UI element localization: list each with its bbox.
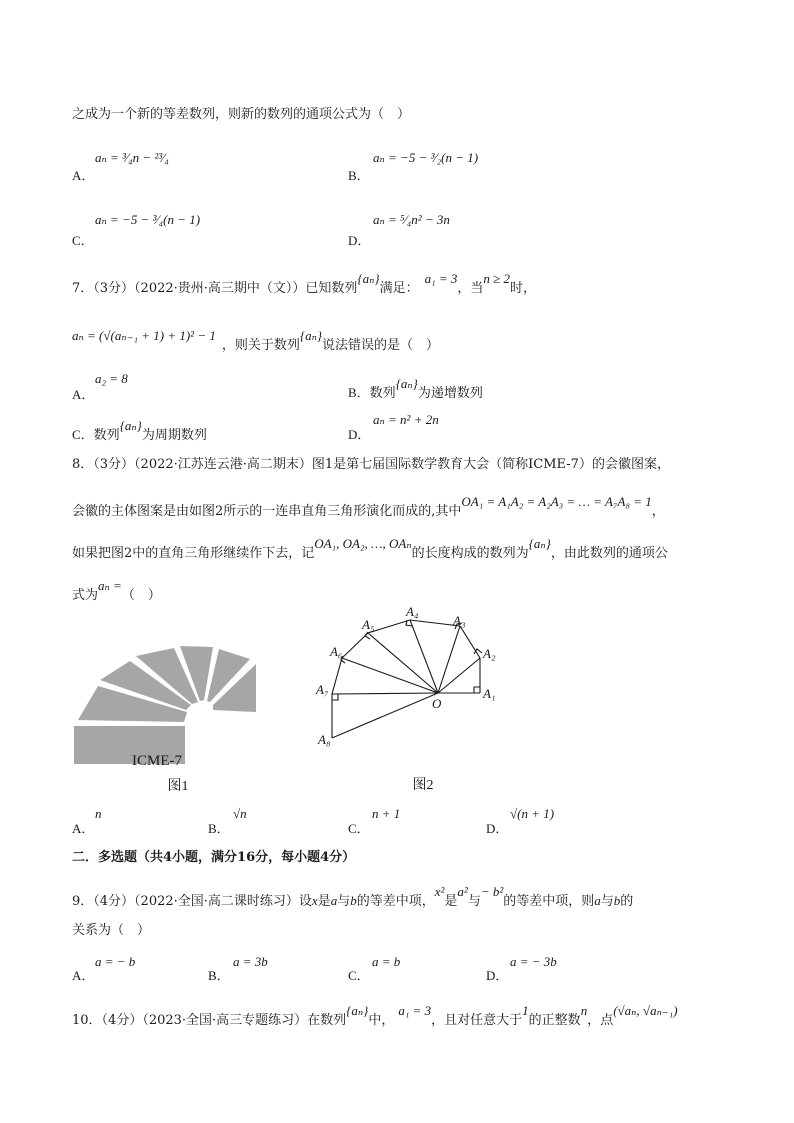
- q7-option-c[interactable]: [72, 418, 207, 443]
- q10-n: n: [580, 1003, 588, 1018]
- q8-line4-formula: aₙ =: [98, 578, 122, 593]
- figure-2-spiral: [310, 598, 510, 798]
- q8-line4-text: 式为: [72, 588, 99, 603]
- q6-option-c-label: C．: [72, 233, 94, 248]
- q10-t2: ，且对任意大于: [431, 1013, 523, 1028]
- q7-suffix: 时，: [510, 281, 537, 296]
- q7-recursion: aₙ = (√(aₙ₋₁ + 1) + 1)² − 1: [72, 328, 216, 343]
- q9-x2: x²: [434, 884, 445, 899]
- q8-line2: [72, 494, 665, 519]
- fig1-label: 图1: [167, 779, 189, 794]
- q10-point: (√aₙ, √aₙ₋₁): [613, 1003, 678, 1018]
- q10-one: 1: [522, 1003, 529, 1018]
- q9-a2: a²: [457, 884, 468, 899]
- q6-option-a[interactable]: aₙ = ³⁄₄n − ²³⁄₄: [95, 150, 169, 165]
- q9-line2: 关系为（ ）: [72, 923, 151, 938]
- point-o: O: [432, 696, 442, 711]
- q9-t8: 的: [620, 894, 634, 909]
- point-a3: A₃: [453, 613, 466, 628]
- q8-option-b-label: B．: [208, 821, 230, 836]
- q8-option-b[interactable]: √n: [233, 806, 247, 821]
- q10-t3: 的正整数: [528, 1013, 581, 1028]
- fig2-label: 图2: [412, 778, 434, 793]
- point-a6: A₆: [330, 644, 343, 659]
- q9-b2: − b²: [480, 884, 504, 899]
- q9-a: a: [330, 893, 338, 908]
- q7-seq: {aₙ}: [357, 271, 380, 286]
- q8-option-d-label: D．: [486, 821, 509, 836]
- q10-t4: ，点: [587, 1013, 614, 1028]
- q9-option-d[interactable]: a = − 3b: [510, 954, 557, 969]
- q7-line1: [72, 271, 537, 296]
- q9-b3: b: [613, 893, 621, 908]
- q9-t6: 的等差中项，则: [503, 894, 595, 909]
- q6-intro: 之成为一个新的等差数列，则新的数列的通项公式为（ ）: [72, 107, 411, 122]
- q8-option-a-label: A．: [72, 821, 95, 836]
- q7-option-b-before: 数列: [369, 386, 396, 401]
- figure-1-icme-logo: [70, 640, 260, 800]
- q8-line1: 8．（3分）（2022·江苏连云港·高二期末）图1是第七届国际数学教育大会（简称ICME-7）的会徽图案，: [72, 457, 670, 472]
- point-a4: A₄: [406, 604, 419, 619]
- q9-t4: 是: [444, 894, 458, 909]
- q6-option-b-label: B．: [348, 168, 370, 183]
- q8-line4: [72, 578, 161, 603]
- q7-cond1: a₁ = 3: [424, 271, 458, 286]
- q10-t1: 中，: [368, 1013, 395, 1028]
- q8-option-a[interactable]: n: [95, 806, 102, 821]
- q9-line1: [72, 884, 634, 909]
- q7-option-b-label: B．: [348, 385, 370, 400]
- q6-option-b[interactable]: aₙ = −5 − ³⁄₂(n − 1): [373, 150, 479, 165]
- q8-line3-text: 如果把图2中的直角三角形继续作下去，记: [72, 546, 315, 561]
- q7-option-a[interactable]: a₂ = 8: [95, 371, 128, 386]
- q9-t7: 与: [600, 894, 614, 909]
- q7-line2-seq: {aₙ}: [299, 328, 323, 343]
- q9-a3: a: [594, 893, 601, 908]
- q8-line3-end: ，由此数列的通项公: [550, 546, 668, 561]
- q7-option-d[interactable]: aₙ = n² + 2n: [373, 412, 439, 427]
- q6-option-a-label: A．: [72, 168, 95, 183]
- q8-line3-seq: {aₙ}: [528, 536, 551, 551]
- q7-option-c-label: C．: [72, 427, 94, 442]
- q8-line2-formula: OA₁ = A₁A₂ = A₂A₃ = … = A₇A₈ = 1: [461, 494, 652, 509]
- q9-x: x: [311, 893, 318, 908]
- q7-option-b-after: 为递增数列: [417, 386, 483, 401]
- q10-cond: a₁ = 3: [398, 1003, 432, 1018]
- q8-line3-mid: 的长度构成的数列为: [411, 546, 529, 561]
- q10-line1: [72, 1003, 678, 1028]
- q9-t3: 的等差中项，: [356, 894, 435, 909]
- point-a8: A₈: [318, 732, 331, 747]
- point-a2: A₂: [483, 646, 496, 661]
- q7-line2-text: ，则关于数列: [221, 338, 300, 353]
- q8-line3-formula: OA₁, OA₂, …, OAₙ: [314, 536, 412, 551]
- q9-option-c[interactable]: a = b: [372, 954, 401, 969]
- q7-prefix: 7．（3分）（2022·贵州·高三期中（文））已知数列: [72, 281, 358, 296]
- q8-line2-text: 会徽的主体图案是由如图2所示的一连串直角三角形演化而成的,其中: [72, 504, 462, 519]
- q8-option-c-label: C．: [348, 821, 370, 836]
- q9-option-c-label: C．: [348, 968, 370, 983]
- q9-t1: 是: [317, 894, 331, 909]
- q6-option-d-label: D．: [348, 233, 371, 248]
- point-a7: A₇: [316, 682, 329, 697]
- spiral-outer-chain: [332, 620, 480, 738]
- q7-line2-end: 说法错误的是（ ）: [322, 338, 440, 353]
- q7-mid1: 满足：: [379, 281, 419, 296]
- q8-line4-end: （ ）: [121, 588, 161, 603]
- q10-seq: {aₙ}: [346, 1003, 369, 1018]
- q7-option-a-label: A．: [72, 387, 95, 402]
- spiral-lines: [332, 620, 482, 738]
- q9-prefix: 9．（4分）（2022·全国·高二课时练习）设: [72, 894, 312, 909]
- q8-option-d[interactable]: √(n + 1): [510, 806, 555, 821]
- q9-option-d-label: D．: [486, 968, 509, 983]
- q7-option-c-seq: {aₙ}: [119, 418, 142, 433]
- q8-line2-end: ，: [651, 504, 665, 519]
- q9-option-a-label: A．: [72, 968, 95, 983]
- point-a5: A₅: [362, 617, 375, 632]
- q8-option-c[interactable]: n + 1: [372, 806, 401, 821]
- q6-option-d[interactable]: aₙ = ⁵⁄₄n² − 3n: [373, 212, 450, 227]
- q7-option-c-before: 数列: [93, 428, 120, 443]
- q8-line3: [72, 536, 668, 561]
- q9-option-b[interactable]: a = 3b: [233, 954, 268, 969]
- fig1-caption: ICME-7: [132, 753, 182, 769]
- point-a1: A₁: [483, 686, 496, 701]
- section-2-heading: 二．多选题（共4小题，满分16分，每小题4分）: [72, 850, 356, 865]
- q9-t2: 与: [337, 894, 351, 909]
- icme-logo-wedges: [74, 646, 256, 764]
- q7-option-c-after: 为周期数列: [141, 428, 207, 443]
- q7-option-b[interactable]: [348, 376, 483, 401]
- q9-option-b-label: B．: [208, 968, 230, 983]
- q9-option-a[interactable]: a = − b: [95, 954, 136, 969]
- q9-b: b: [350, 893, 357, 908]
- q6-option-c[interactable]: aₙ = −5 − ³⁄₄(n − 1): [95, 212, 201, 227]
- q7-line2: [72, 328, 440, 353]
- q7-cond2: n ≥ 2: [483, 271, 511, 286]
- q7-option-b-seq: {aₙ}: [395, 376, 418, 391]
- q10-prefix: 10．（4分）（2023·全国·高三专题练习）在数列: [72, 1013, 347, 1028]
- q7-option-d-label: D．: [348, 427, 371, 442]
- q9-t5: 与: [467, 894, 481, 909]
- q7-mid2: ，当: [457, 281, 484, 296]
